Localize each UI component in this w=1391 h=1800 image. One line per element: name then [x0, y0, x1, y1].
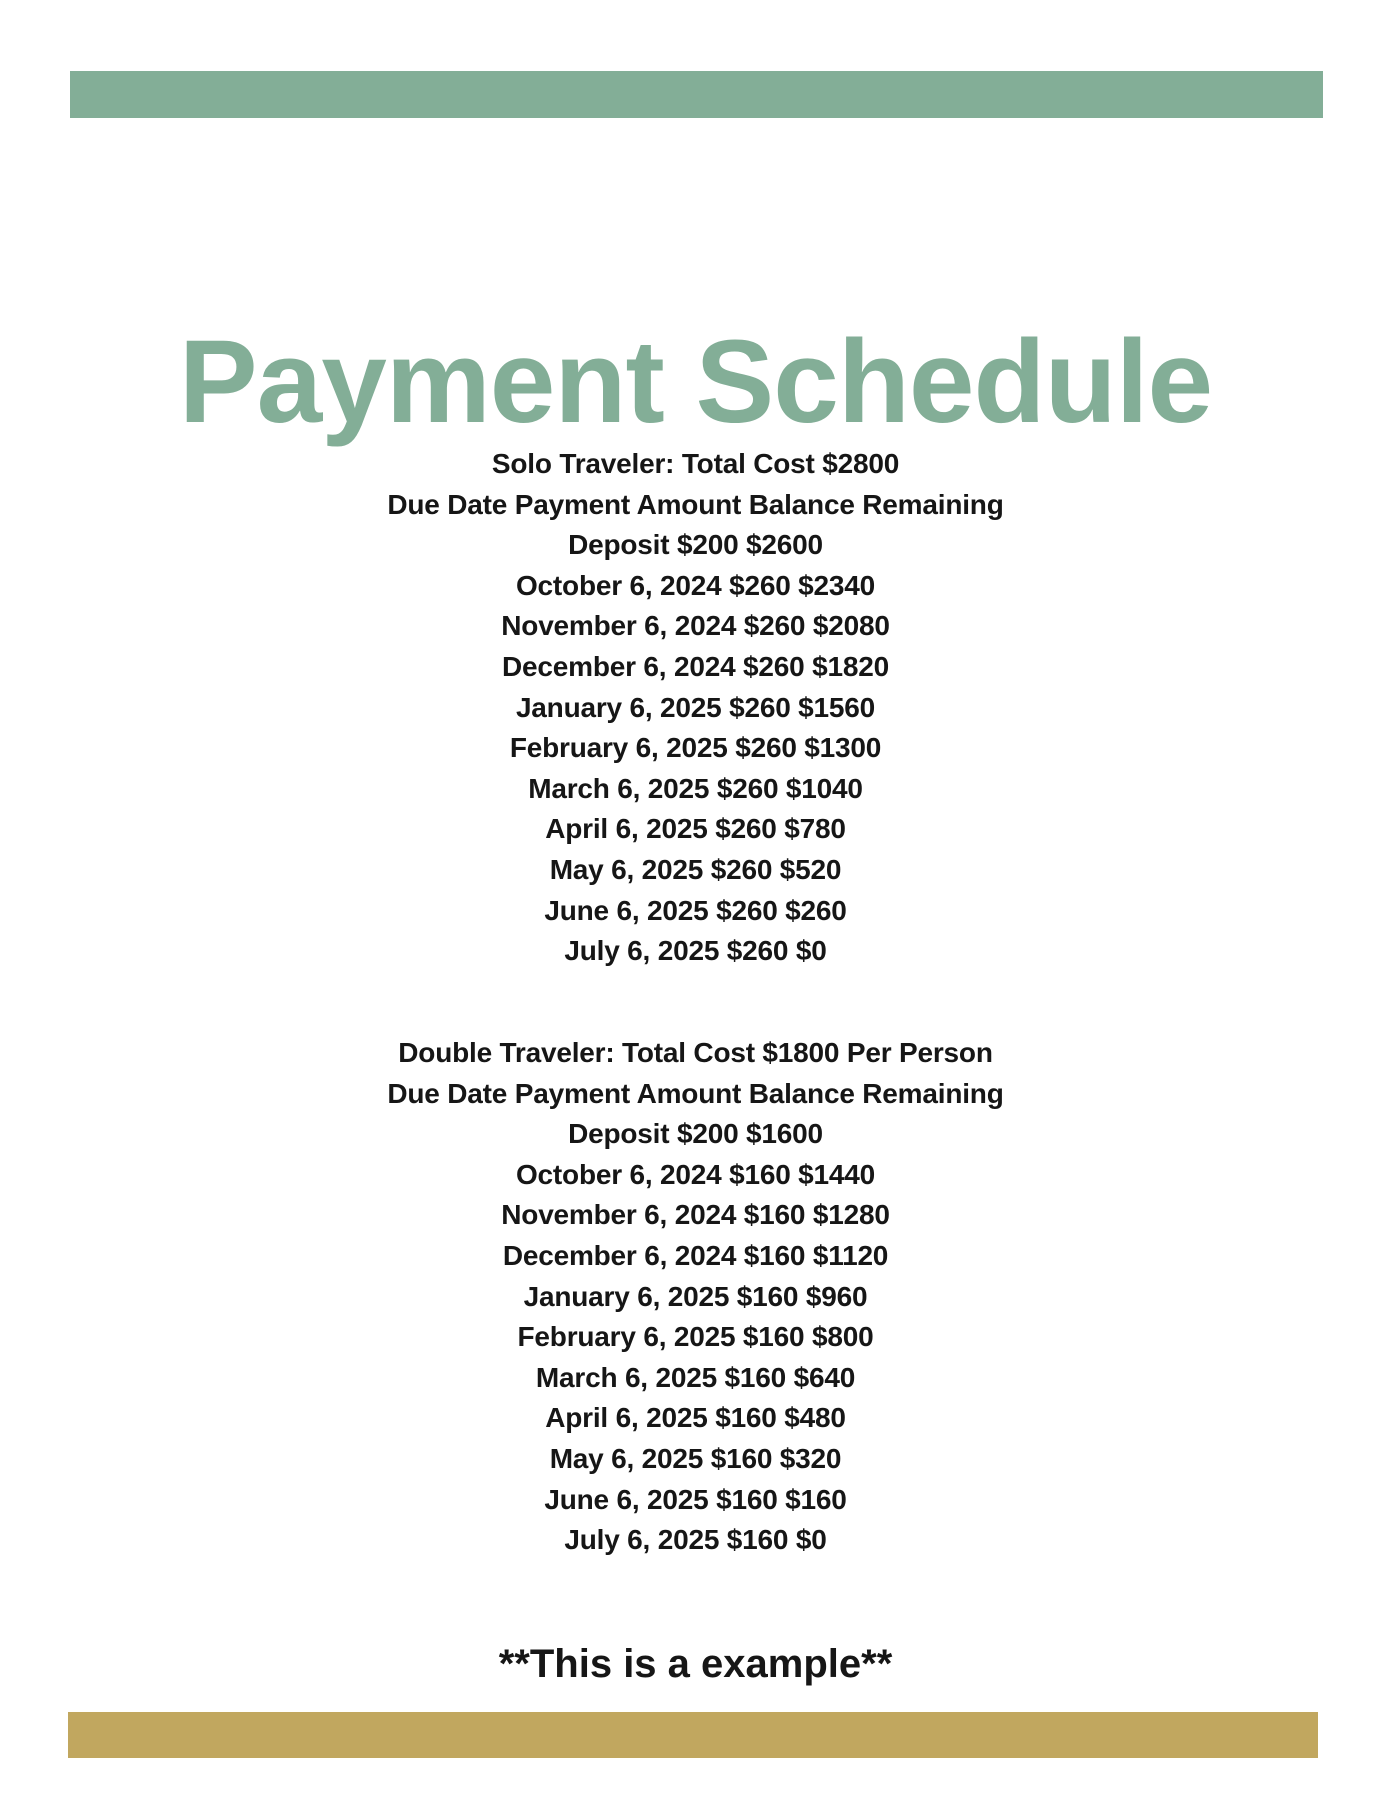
- schedule-row: May 6, 2025 $260 $520: [549, 853, 842, 885]
- schedule-row: October 6, 2024 $260 $2340: [515, 569, 876, 601]
- schedule-row: Deposit $200 $2600: [568, 529, 823, 561]
- schedule-row: November 6, 2024 $160 $1280: [501, 1199, 890, 1231]
- schedule-row: May 6, 2025 $160 $320: [549, 1442, 842, 1474]
- schedule-row: November 6, 2024 $260 $2080: [501, 610, 890, 642]
- schedule-row: March 6, 2025 $260 $1040: [528, 772, 863, 804]
- schedule-row: February 6, 2025 $260 $1300: [509, 732, 882, 764]
- schedule-row: March 6, 2025 $160 $640: [535, 1361, 856, 1393]
- schedule-row: Deposit $200 $1600: [568, 1118, 823, 1150]
- top-accent-bar: [70, 71, 1323, 118]
- schedule-heading: Double Traveler: Total Cost $1800 Per Person: [398, 1037, 993, 1068]
- schedule-row: February 6, 2025 $160 $800: [517, 1321, 874, 1353]
- schedule-row: January 6, 2025 $160 $960: [523, 1280, 868, 1312]
- schedule-row: December 6, 2024 $260 $1820: [502, 650, 889, 682]
- schedule-row: December 6, 2024 $160 $1120: [502, 1239, 889, 1271]
- example-disclaimer: **This is a example**: [498, 1642, 893, 1686]
- double-traveler-schedule: [0, 1033, 1391, 1561]
- schedule-row: April 6, 2025 $160 $480: [545, 1402, 846, 1434]
- page-title: Payment Schedule: [178, 316, 1213, 449]
- schedule-row: June 6, 2025 $160 $160: [544, 1483, 847, 1515]
- schedule-row: July 6, 2025 $160 $0: [564, 1524, 827, 1556]
- schedule-columns-line: Due Date Payment Amount Balance Remaining: [387, 488, 1004, 520]
- schedule-row: July 6, 2025 $260 $0: [564, 935, 827, 967]
- schedule-row: April 6, 2025 $260 $780: [545, 813, 846, 845]
- schedule-heading: Solo Traveler: Total Cost $2800: [491, 448, 900, 479]
- schedule-row: January 6, 2025 $260 $1560: [515, 691, 876, 723]
- schedule-row: October 6, 2024 $160 $1440: [515, 1158, 876, 1190]
- schedule-columns-line: Due Date Payment Amount Balance Remaining: [387, 1077, 1004, 1109]
- solo-traveler-schedule: [0, 444, 1391, 972]
- schedule-row: June 6, 2025 $260 $260: [544, 894, 847, 926]
- bottom-accent-bar: [68, 1712, 1318, 1758]
